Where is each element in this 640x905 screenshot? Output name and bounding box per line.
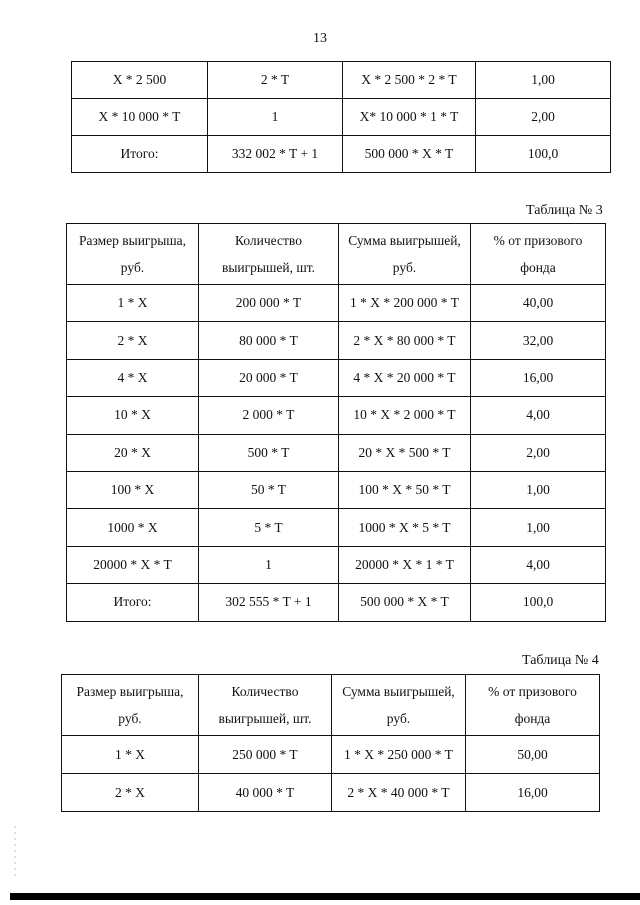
cell-prize-size: 2 * X [67, 322, 199, 359]
cell-prize-fund-percent: 4,00 [471, 397, 606, 434]
table-4-caption: Таблица № 4 [522, 653, 599, 668]
cell-prize-count: 2 000 * T [199, 397, 339, 434]
cell-prize-size: 10 * X [67, 397, 199, 434]
cell-prize-size: 2 * X [62, 774, 199, 812]
cell-prize-fund-percent: 2,00 [476, 99, 611, 136]
cell-prize-fund-percent: 1,00 [476, 62, 611, 99]
cell-prize-size: X * 2 500 [72, 62, 208, 99]
cell-prize-size: Итого: [67, 584, 199, 621]
table-row [67, 546, 606, 583]
page-number: 13 [313, 31, 327, 46]
prize-table-4 [61, 674, 600, 812]
table-row [67, 285, 606, 322]
cell-prize-sum: 2 * X * 40 000 * T [332, 774, 466, 812]
scan-artifact [14, 826, 16, 876]
cell-prize-fund-percent: 100,0 [476, 136, 611, 173]
cell-prize-count: 2 * T [208, 62, 343, 99]
table-row [67, 322, 606, 359]
header-prize-fund-percent: % от призового фонда [471, 224, 606, 285]
cell-prize-fund-percent: 40,00 [471, 285, 606, 322]
cell-prize-count: 20 000 * T [199, 359, 339, 396]
cell-prize-size: 100 * X [67, 471, 199, 508]
cell-prize-fund-percent: 4,00 [471, 546, 606, 583]
table-row [72, 136, 611, 173]
cell-prize-count: 5 * T [199, 509, 339, 546]
cell-prize-fund-percent: 16,00 [471, 359, 606, 396]
table-row [67, 509, 606, 546]
cell-prize-size: 1000 * X [67, 509, 199, 546]
cell-prize-fund-percent: 100,0 [471, 584, 606, 621]
cell-prize-sum: 100 * X * 50 * T [339, 471, 471, 508]
header-prize-sum: Сумма выигрышей, руб. [332, 675, 466, 736]
cell-prize-count: 250 000 * T [199, 736, 332, 774]
cell-prize-fund-percent: 1,00 [471, 509, 606, 546]
table-3-caption: Таблица № 3 [526, 203, 603, 218]
table-row [67, 584, 606, 621]
table-row [67, 397, 606, 434]
cell-prize-sum: 1 * X * 250 000 * T [332, 736, 466, 774]
cell-prize-fund-percent: 50,00 [466, 736, 600, 774]
cell-prize-sum: X* 10 000 * 1 * T [343, 99, 476, 136]
cell-prize-size: X * 10 000 * T [72, 99, 208, 136]
table-header-row [67, 224, 606, 285]
cell-prize-count: 40 000 * T [199, 774, 332, 812]
cell-prize-sum: 500 000 * X * T [343, 136, 476, 173]
cell-prize-sum: 500 000 * X * T [339, 584, 471, 621]
cell-prize-fund-percent: 32,00 [471, 322, 606, 359]
table-row [67, 359, 606, 396]
cell-prize-sum: 1 * X * 200 000 * T [339, 285, 471, 322]
cell-prize-sum: X * 2 500 * 2 * T [343, 62, 476, 99]
cell-prize-count: 50 * T [199, 471, 339, 508]
header-prize-size: Размер выигрыша, руб. [67, 224, 199, 285]
table-row [62, 774, 600, 812]
cell-prize-count: 332 002 * T + 1 [208, 136, 343, 173]
cell-prize-count: 80 000 * T [199, 322, 339, 359]
table-header-row [62, 675, 600, 736]
header-prize-fund-percent: % от призового фонда [466, 675, 600, 736]
cell-prize-size: Итого: [72, 136, 208, 173]
header-prize-size: Размер выигрыша, руб. [62, 675, 199, 736]
table-row [67, 471, 606, 508]
table-row [72, 62, 611, 99]
prize-table-continued [71, 61, 611, 173]
cell-prize-count: 200 000 * T [199, 285, 339, 322]
cell-prize-fund-percent: 2,00 [471, 434, 606, 471]
table-row [67, 434, 606, 471]
cell-prize-sum: 20000 * X * 1 * T [339, 546, 471, 583]
cell-prize-size: 4 * X [67, 359, 199, 396]
cell-prize-fund-percent: 1,00 [471, 471, 606, 508]
cell-prize-size: 1 * X [62, 736, 199, 774]
cell-prize-sum: 1000 * X * 5 * T [339, 509, 471, 546]
cell-prize-count: 1 [199, 546, 339, 583]
cell-prize-fund-percent: 16,00 [466, 774, 600, 812]
header-prize-sum: Сумма выигрышей, руб. [339, 224, 471, 285]
cell-prize-sum: 10 * X * 2 000 * T [339, 397, 471, 434]
cell-prize-sum: 20 * X * 500 * T [339, 434, 471, 471]
cell-prize-count: 1 [208, 99, 343, 136]
table-row [72, 99, 611, 136]
cell-prize-sum: 2 * X * 80 000 * T [339, 322, 471, 359]
cell-prize-count: 302 555 * T + 1 [199, 584, 339, 621]
cell-prize-size: 1 * X [67, 285, 199, 322]
cell-prize-size: 20 * X [67, 434, 199, 471]
header-prize-count: Количество выигрышей, шт. [199, 675, 332, 736]
cell-prize-count: 500 * T [199, 434, 339, 471]
scan-edge-bar [10, 893, 640, 900]
cell-prize-sum: 4 * X * 20 000 * T [339, 359, 471, 396]
cell-prize-size: 20000 * X * T [67, 546, 199, 583]
header-prize-count: Количество выигрышей, шт. [199, 224, 339, 285]
table-row [62, 736, 600, 774]
prize-table-3 [66, 223, 606, 622]
